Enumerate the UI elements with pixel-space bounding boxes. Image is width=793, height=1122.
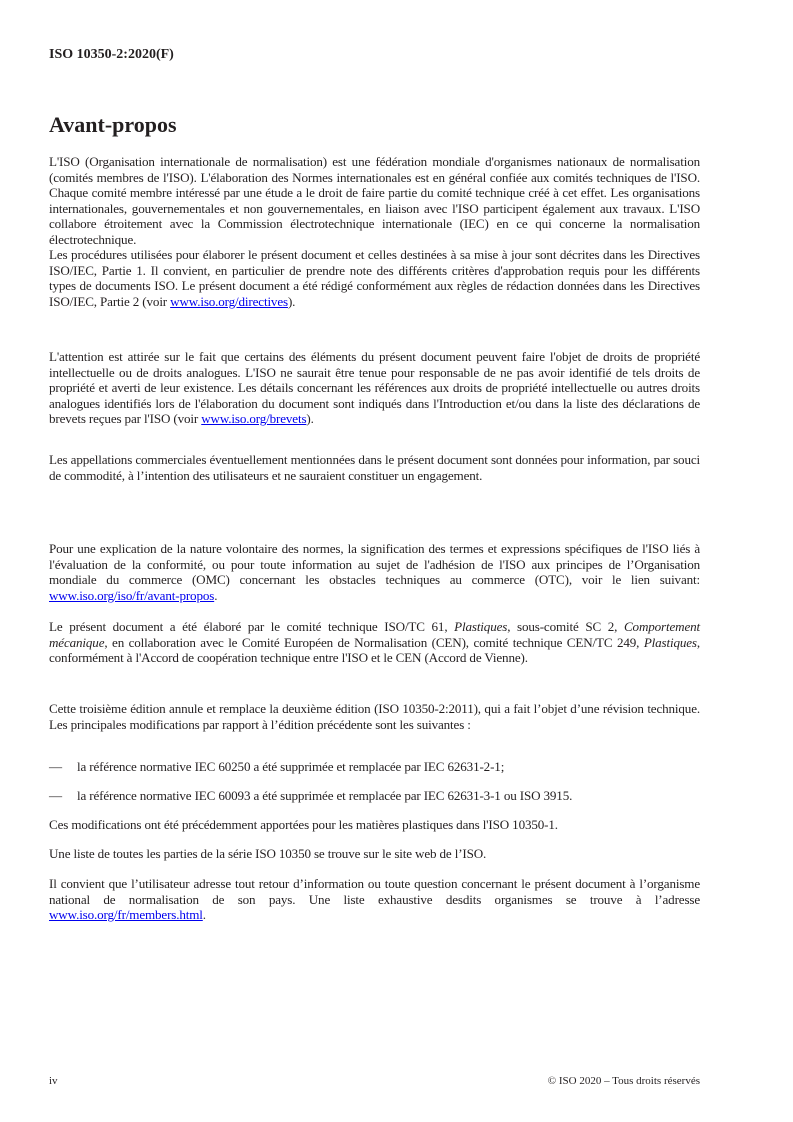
page-title: Avant-propos: [49, 112, 177, 137]
paragraph-series-list: Une liste de toutes les parties de la série ISO 10350 se trouve sur le site web de l’ISO.: [49, 846, 487, 861]
list-item-text: la référence normative IEC 60093 a été supprimée et remplacée par IEC 62631-3-1 ou ISO 3915.: [77, 788, 573, 803]
paragraph-iso-intro: L'ISO (Organisation internationale de normalisation) est une fédération mondiale d'organismes nationaux de normalisation (comités membres de l'ISO). L'élaboration des Normes internationales est en général confiée aux comités techniques de l'ISO. Chaque comité membre intéressé par une étude a le droit de faire partie du comité technique créé à cet effet. Les organisations internationales, gouvernementales et non gouvernementales, en liaison avec l'ISO participent également aux travaux. L'ISO collabore étroitement avec la Commission électrotechnique internationale (IEC) en ce qui concerne la normalisation électrotechnique.: [49, 154, 700, 247]
text: Les procédures utilisées pour élaborer le présent document et celles destinées à sa mise à jour sont décrites dans les Directives ISO/IEC, Partie 1. Il convient, en particulier de prendre note des différents critères d'approbation requis pour les différents types de documents ISO. Le présent document a été rédigé conformément aux règles de rédaction données dans les Directives ISO/IEC, Partie 2 (voir: [49, 247, 700, 309]
cen-committee-name: Plastiques: [643, 634, 697, 650]
list-item: [49, 759, 700, 775]
text: Le présent document a été élaboré par le comité technique ISO/TC 61,: [49, 619, 455, 634]
committee-name: Plastiques: [454, 619, 508, 634]
paragraph-procedures: [49, 247, 700, 309]
list-item: [49, 788, 700, 804]
page-number: iv: [49, 1075, 58, 1087]
document-id-header: ISO 10350-2:2020(F): [49, 47, 174, 62]
text: ).: [287, 293, 296, 309]
link-avant-propos[interactable]: www.iso.org/iso/fr/avant-propos: [49, 587, 215, 603]
dash-bullet: —: [49, 759, 62, 774]
paragraph-voluntary-nature: [49, 541, 700, 603]
link-brevets[interactable]: www.iso.org/brevets: [201, 411, 307, 427]
link-directives[interactable]: www.iso.org/directives: [170, 293, 288, 309]
text: L'attention est attirée sur le fait que certains des éléments du présent document peuvent faire l'objet de droits de propriété intellectuelle ou de droits analogues. L'ISO ne saurait être tenue pour responsable de ne pas avoir identifié de tels droits de propriété et averti de leur existence. Les détails concernant les références aux droits de propriété intellectuelle ou autres droits analogues identifiés lors de l'élaboration du document sont indiqués dans l'Introduction et/ou dans la liste des déclarations de brevets reçues par l'ISO (voir: [49, 349, 700, 427]
text: .: [202, 907, 206, 923]
dash-bullet: —: [49, 788, 62, 803]
text: , conformément à l'Accord de coopération technique entre l'ISO et le CEN (Accord de Vienne).: [49, 634, 700, 666]
list-item-text: la référence normative IEC 60250 a été supprimée et remplacée par IEC 62631-2-1;: [77, 759, 505, 774]
paragraph-edition: Cette troisième édition annule et remplace la deuxième édition (ISO 10350-2:2011), qui a fait l’objet d’une révision technique. Les principales modifications par rapport à l’édition précédente sont les suivantes :: [49, 701, 700, 732]
paragraph-trade-names: Les appellations commerciales éventuellement mentionnées dans le présent document sont données pour information, par souci de commodité, à l’intention des utilisateurs et ne sauraient constituer un engagement.: [49, 452, 700, 483]
text: , en collaboration avec le Comité Européen de Normalisation (CEN), comité technique CEN/TC 249,: [104, 634, 644, 650]
text: , sous-comité SC 2,: [507, 619, 624, 634]
paragraph-patents: [49, 349, 700, 427]
paragraph-modifications: Ces modifications ont été précédemment apportées pour les matières plastiques dans l'ISO 10350-1.: [49, 817, 558, 832]
copyright-notice: © ISO 2020 – Tous droits réservés: [547, 1075, 700, 1087]
paragraph-feedback: [49, 876, 700, 923]
link-members[interactable]: www.iso.org/fr/members.html: [49, 907, 203, 923]
paragraph-committee: [49, 619, 700, 666]
text: .: [214, 587, 218, 603]
text: Il convient que l’utilisateur adresse tout retour d’information ou toute question concernant le présent document à l’organisme national de normalisation de son pays. Une liste exhaustive desdits organismes se trouve à l’adresse: [49, 876, 700, 907]
text: ).: [306, 411, 314, 427]
text: Pour une explication de la nature volontaire des normes, la signification des termes et expressions spécifiques de l'ISO liés à l'évaluation de la conformité, ou pour toute information au sujet de l'adhésion de l'ISO aux principes de l’Organisation mondiale du commerce (OMC) concernant les obstacles techniques au commerce (OTC), voir le lien suivant:: [49, 541, 700, 588]
subcommittee-name: Comportement mécanique: [49, 619, 700, 650]
